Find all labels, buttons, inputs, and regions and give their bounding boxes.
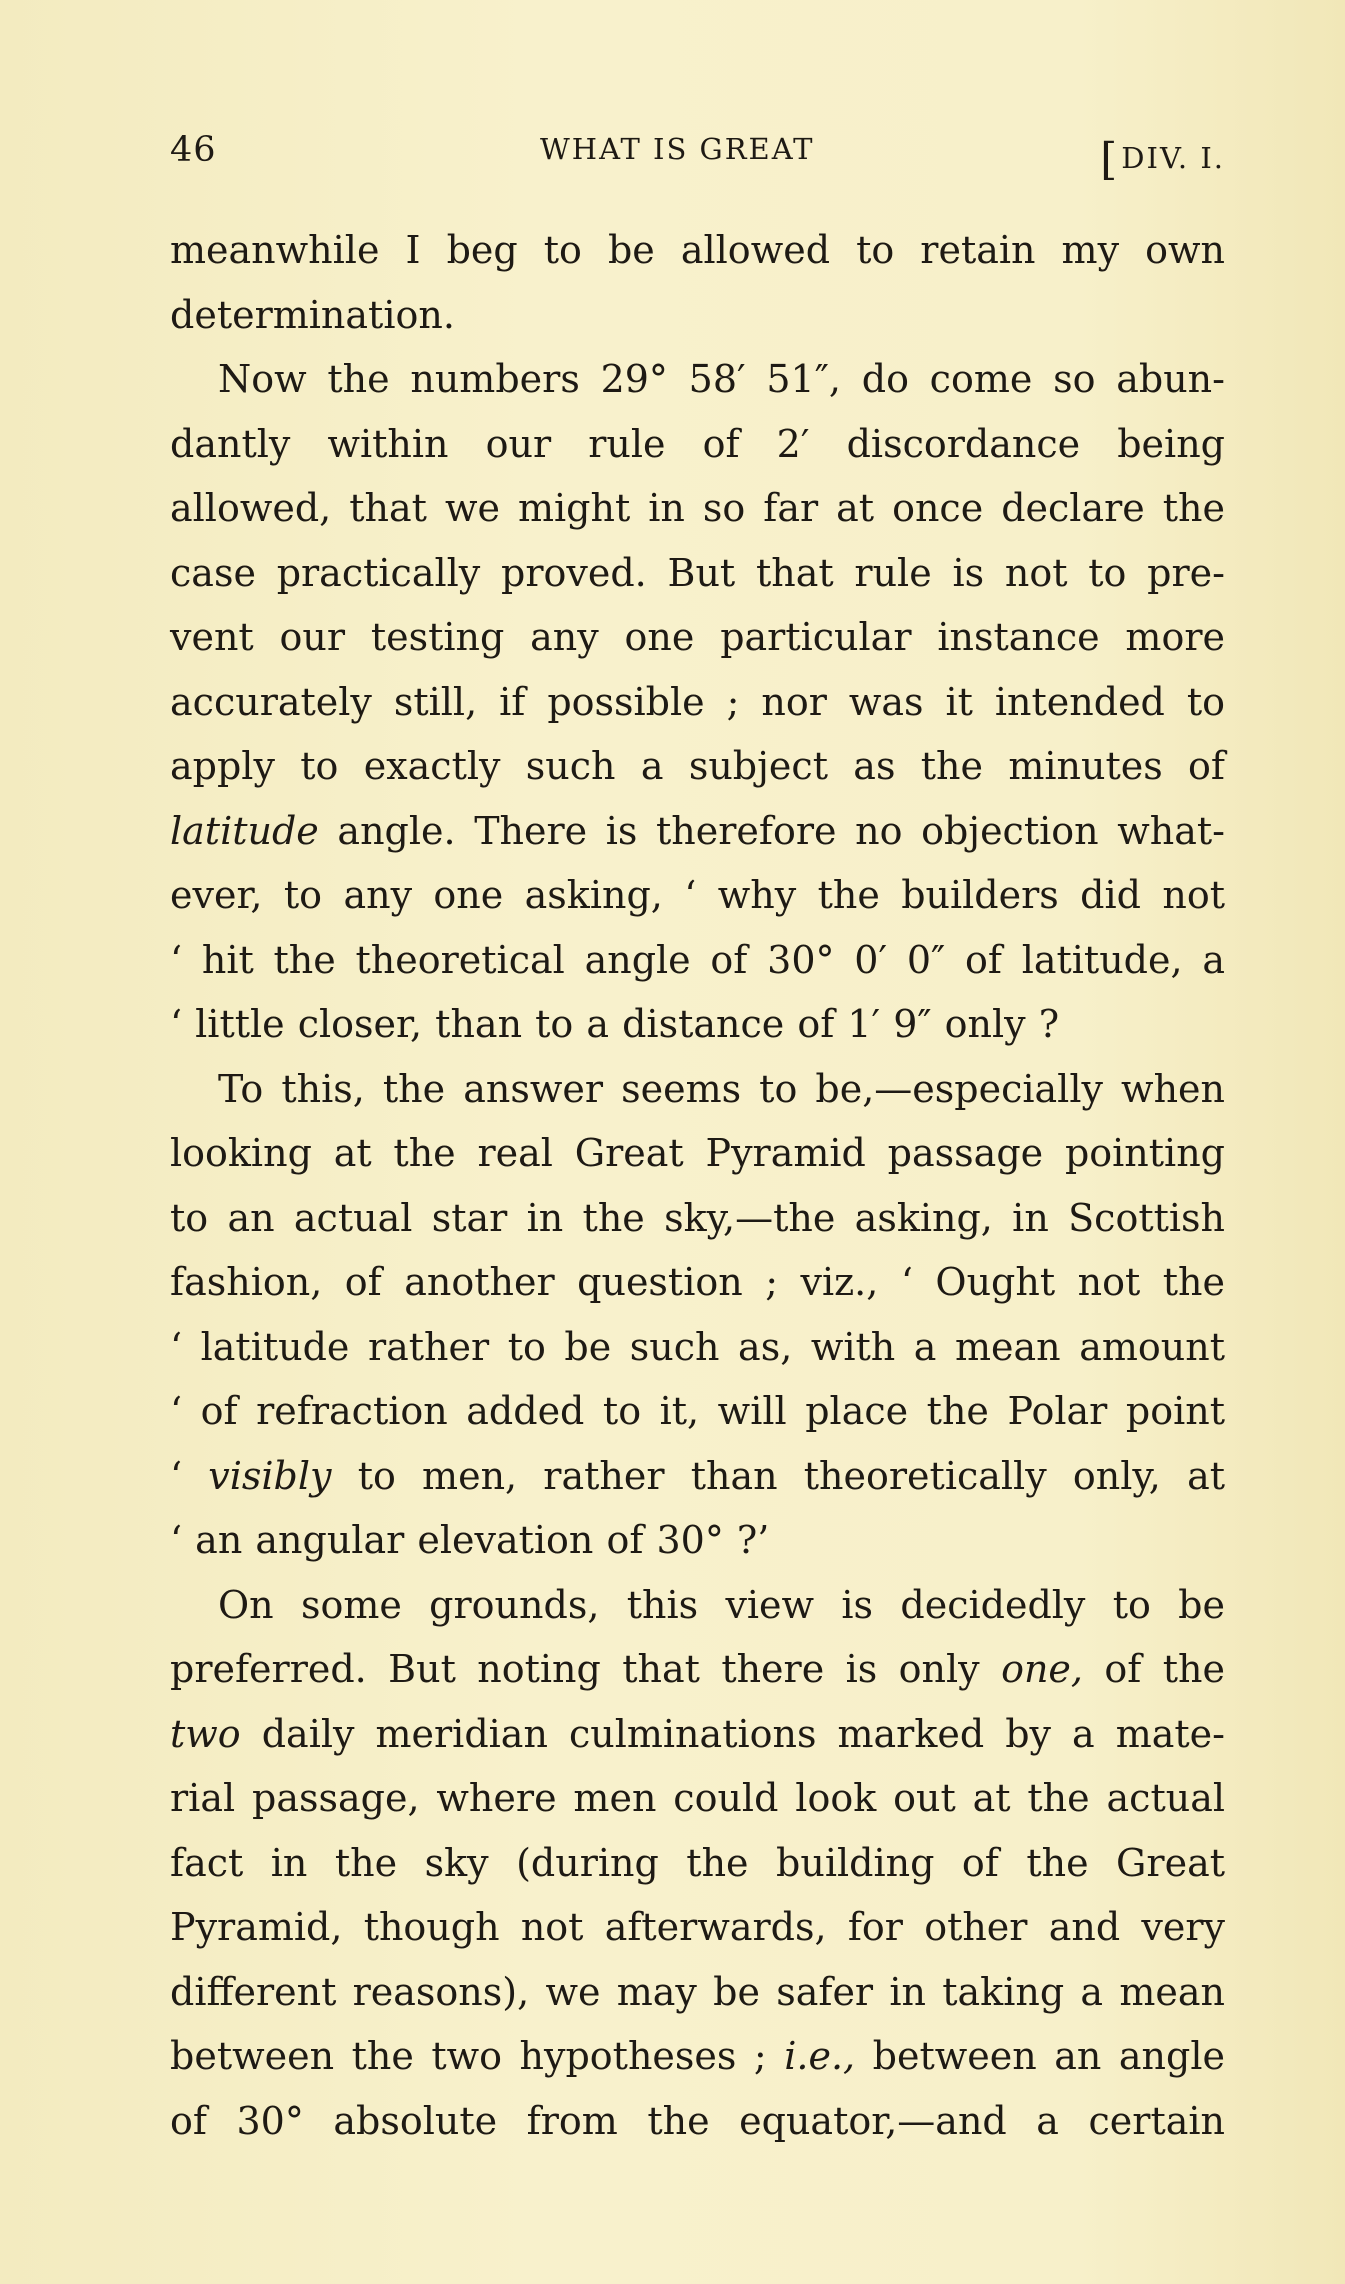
- division-marker: [1100, 128, 1225, 185]
- text-line: different reasons), we may be safer in taking a mean: [170, 1969, 1225, 2014]
- text-line: ‘ little closer, than to a distance of 1′ 9″ only ?: [170, 1002, 1060, 1046]
- text-line: ‘ hit the theoretical angle of 30° 0′ 0″ of latitude, a: [170, 937, 1225, 982]
- text-line: rial passage, where men could look out at the actual: [170, 1776, 1225, 1820]
- text-line: meanwhile I beg to be allowed to retain my own: [170, 228, 1225, 272]
- text-line: two daily meridian culminations marked by a mate-: [170, 1711, 1225, 1756]
- text-line: latitude angle. There is therefore no objection what-: [170, 808, 1225, 853]
- text-line: dantly within our rule of 2′ discordance being: [170, 421, 1225, 466]
- text-line: To this, the answer seems to be,—especially when: [218, 1066, 1225, 1111]
- text-line: ‘ visibly to men, rather than theoretically only, at: [170, 1453, 1225, 1498]
- text-line: to an actual star in the sky,—the asking, in Scottish: [170, 1195, 1225, 1240]
- text-line: looking at the real Great Pyramid passage pointing: [170, 1131, 1225, 1175]
- text-line: of 30° absolute from the equator,—and a certain: [170, 2098, 1225, 2143]
- italic-text: i.e.,: [784, 2034, 856, 2078]
- italic-text: two: [170, 1711, 241, 1756]
- text-line: ever, to any one asking, ‘ why the builders did not: [170, 873, 1225, 917]
- text-line: allowed, that we might in so far at once declare the: [170, 486, 1225, 530]
- text-line: Now the numbers 29° 58′ 51″, do come so abun-: [218, 357, 1225, 401]
- text-line: ‘ an angular elevation of 30° ?’: [170, 1518, 770, 1562]
- italic-text: one,: [1001, 1647, 1083, 1691]
- page-number: 46: [170, 130, 217, 170]
- running-title: WHAT IS GREAT: [540, 132, 815, 166]
- text-line: determination.: [170, 292, 455, 337]
- text-line: fact in the sky (during the building of the Great: [170, 1840, 1225, 1885]
- division-bracket: [: [1100, 134, 1120, 185]
- italic-text: visibly: [208, 1453, 332, 1498]
- text-line: accurately still, if possible ; nor was it intended to: [170, 679, 1225, 724]
- text-line: case practically proved. But that rule is not to pre-: [170, 550, 1225, 595]
- text-line: between the two hypotheses ; i.e., between an angle: [170, 2034, 1225, 2078]
- text-line: On some grounds, this view is decidedly to be: [218, 1582, 1225, 1627]
- body-text: [170, 218, 1225, 2153]
- page-header: [170, 128, 1225, 188]
- text-line: preferred. But noting that there is only one, of the: [170, 1647, 1225, 1691]
- text-line: fashion, of another question ; viz., ‘ Ought not the: [170, 1260, 1225, 1304]
- text-line: apply to exactly such a subject as the minutes of: [170, 744, 1225, 788]
- text-line: ‘ of refraction added to it, will place the Polar point: [170, 1389, 1225, 1433]
- text-line: ‘ latitude rather to be such as, with a mean amount: [170, 1324, 1225, 1369]
- division-label: DIV. I.: [1121, 141, 1225, 175]
- italic-text: latitude: [170, 808, 319, 853]
- text-line: Pyramid, though not afterwards, for other and very: [170, 1905, 1225, 1949]
- text-line: vent our testing any one particular instance more: [170, 615, 1225, 659]
